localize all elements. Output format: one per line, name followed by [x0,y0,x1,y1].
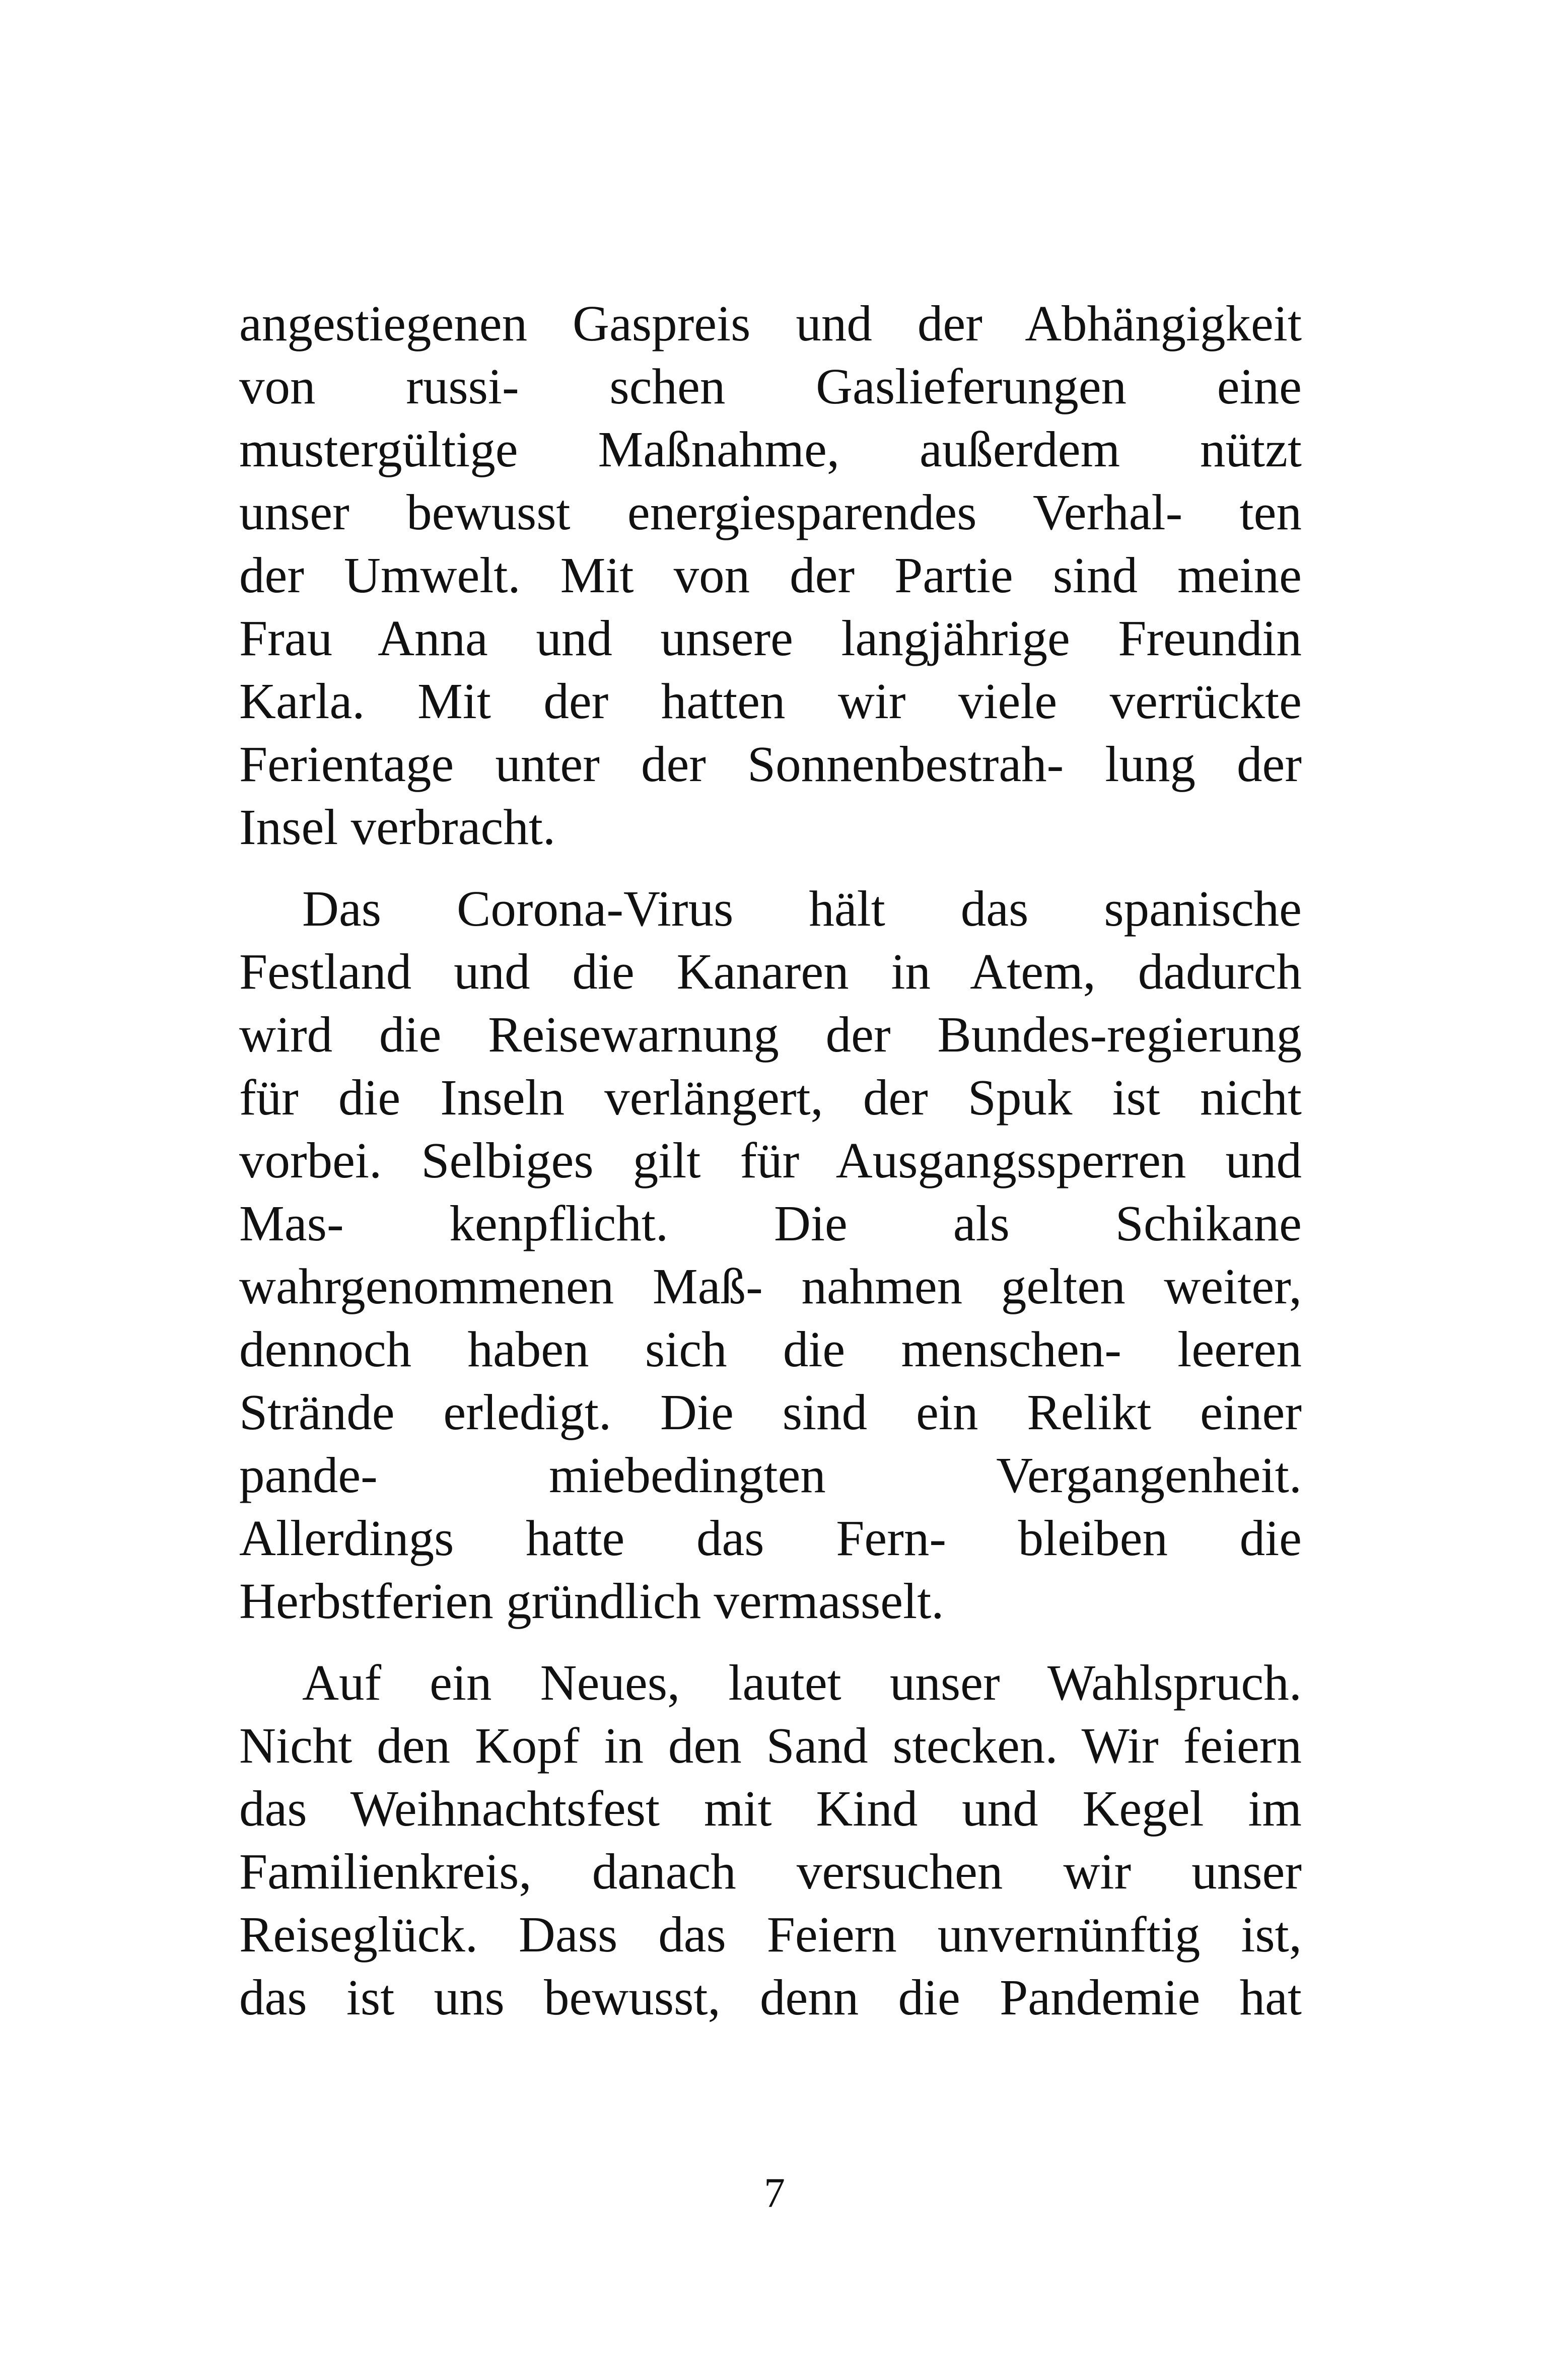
text-line: Nicht den Kopf in den Sand stecken. Wir feiern [239,1717,1302,1774]
text-line: für die Inseln verlängert, der Spuk ist nicht [239,1069,1302,1126]
paragraph-spacing [239,1633,1302,1651]
text-line: unser bewusst energiesparendes Verhal- ten [239,484,1302,540]
text-line: vorbei. Selbiges gilt für Ausgangssperren und [239,1132,1302,1188]
text-line: Strände erledigt. Die sind ein Relikt einer [239,1384,1302,1440]
text-line: das Weihnachtsfest mit Kind und Kegel im [239,1780,1302,1837]
paragraph-2 [239,877,1302,1633]
text-line: wahrgenommenen Maß- nahmen gelten weiter, [239,1258,1302,1314]
body-text [239,292,1302,2029]
page-number: 7 [764,2169,785,2216]
paragraph-1 [239,292,1302,859]
text-line: Familienkreis, danach versuchen wir unser [239,1843,1302,1900]
text-line: Allerdings hatte das Fern- bleiben die [239,1510,1302,1566]
text-line: Karla. Mit der hatten wir viele verrückte [239,673,1302,729]
text-line: Mas- kenpflicht. Die als Schikane [239,1195,1302,1251]
text-line: Insel verbracht. [239,799,556,855]
text-line: von russi- schen Gaslieferungen eine [239,358,1302,414]
text-line: der Umwelt. Mit von der Partie sind meine [239,547,1302,603]
text-line: mustergültige Maßnahme, außerdem nützt [239,421,1302,477]
text-line: Reiseglück. Dass das Feiern unvernünftig ist, [239,1906,1302,1963]
text-line: pande- miebedingten Vergangenheit. [239,1447,1302,1503]
text-line: dennoch haben sich die menschen- leeren [239,1321,1302,1377]
paragraph-spacing [239,859,1302,877]
paragraph-3 [239,1651,1302,2029]
text-line: Ferientage unter der Sonnenbestrah- lung der [239,736,1302,792]
text-line: Auf ein Neues, lautet unser Wahlspruch. [302,1654,1302,1711]
text-line: Frau Anna und unsere langjährige Freundin [239,610,1302,666]
text-line: angestiegenen Gaspreis und der Abhängigkeit [239,295,1302,352]
text-line: Das Corona-Virus hält das spanische [302,880,1302,937]
text-line: das ist uns bewusst, denn die Pandemie hat [239,1969,1302,2025]
text-line: Festland und die Kanaren in Atem, dadurch [239,943,1302,1000]
text-line: Herbstferien gründlich vermasselt. [239,1573,944,1629]
text-line: wird die Reisewarnung der Bundes-regierung [239,1006,1302,1063]
